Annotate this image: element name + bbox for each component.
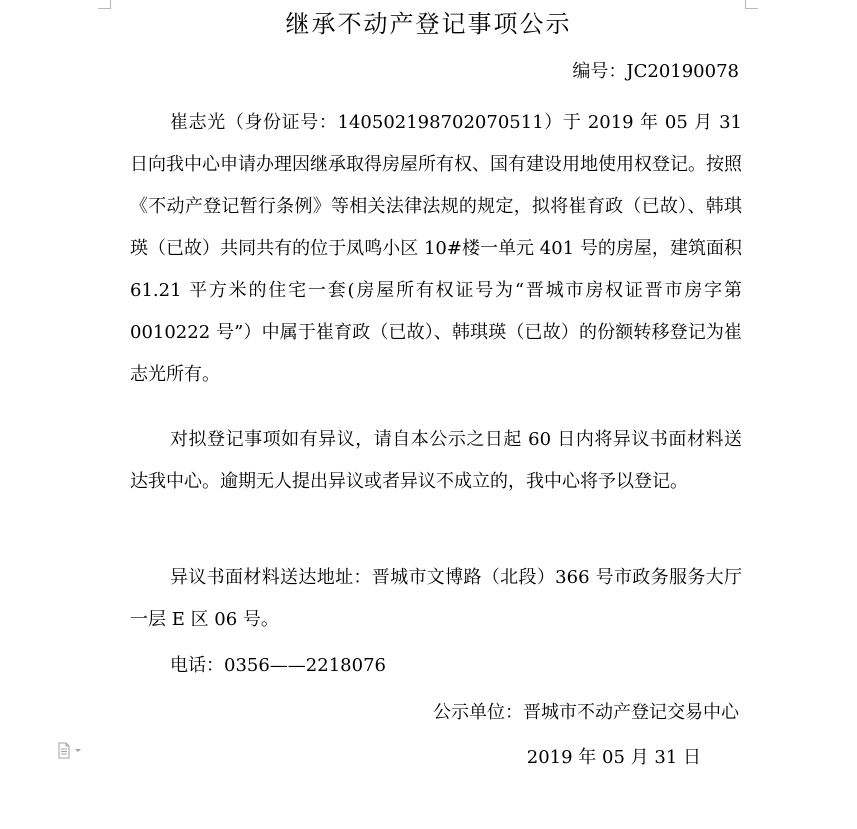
- paragraph-announcement: 崔志光（身份证号：140502198702070511）于 2019 年 05 月 31 日向我中心申请办理因继承取得房屋所有权、国有建设用地使用权登记。按照《不动产登记暂行条例》等相关法律法规的规定，拟将崔育政（已故）、韩琪瑛（已故）共同共有的位于凤鸣小区 10#楼一单元 401 号的房屋，建筑面积 61.21 平方米的住宅一套(房屋所有权证号为“晋城市房权证晋市房字第 0010222 号”）中属于崔育政（已故）、韩琪瑛（已故）的份额转移登记为崔志光所有。: [130, 112, 742, 385]
- paste-options-button[interactable]: [56, 742, 86, 760]
- paste-options-icon: [56, 742, 86, 760]
- paragraph-address: 异议书面材料送达地址：晋城市文博路（北段）366 号市政务服务大厅一层 E 区 06 号。: [130, 567, 742, 630]
- contact-phone: 电话：0356——2218076: [170, 655, 386, 676]
- document-number: 编号：JC20190078: [572, 61, 739, 82]
- document-title: 继承不动产登记事项公示: [285, 10, 572, 38]
- paragraph-objection: 对拟登记事项如有异议，请自本公示之日起 60 日内将异议书面材料送达我中心。逾期无人提出异议或者异议不成立的，我中心将予以登记。: [130, 429, 742, 492]
- issuing-unit: 公示单位：晋城市不动产登记交易中心: [433, 702, 739, 723]
- issue-date: 2019 年 05 月 31 日: [526, 747, 701, 768]
